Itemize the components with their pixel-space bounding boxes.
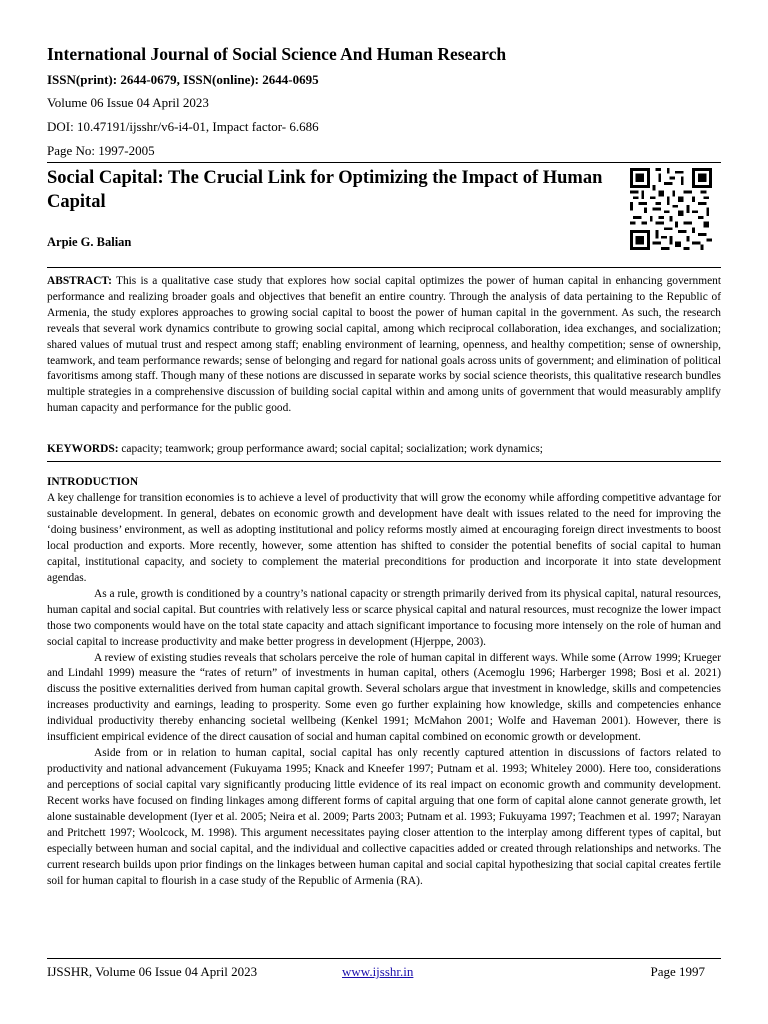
keywords-divider <box>47 461 721 462</box>
qr-code-icon <box>627 168 715 250</box>
header-divider <box>47 162 721 163</box>
footer-website-link[interactable]: www.ijsshr.in <box>342 964 414 979</box>
abstract-text: This is a qualitative case study that explores how social capital optimizes the power of human capital in enhancing government performance and realizing broader goals and objectives that benefit an entire country. Through the analysis of data pertaining to the Republic of Armenia, the study explores approaches to growing social capital to boost the power of human capital in the government. As such, the research reveals that several work dynamics contribute to growing social capital, among which reciprocal collaboration, idea exchanges, and socialization; shared values of mutual trust and respect among staff; enabling environment of learning, openness, and healthy competition; sense of ownership, teamwork, and team performance rewards; sense of belonging and regard for national goals across units of government; and elimination of political favoritisms among staff. Though many of these notions are discussed in separate works by social science theorists, this qualitative research bundles multiple strategies in a comprehensive discussion of building social capital within and among units of government that would measurably amplify human capacity and performance for the public good. <box>47 275 721 415</box>
abstract-top-divider <box>47 267 721 268</box>
intro-paragraph: Aside from or in relation to human capital, social capital has only recently captured attention in discussions of factors related to productivity and national advancement (Fukuyama 1995; Knack and Kneefer 1997; Putnam et al. 1993; Whiteley 2000). Here too, considerations and perceptions of social capital vary significantly producing little evidence of its real impact on economic growth and community development. Recent works have focused on finding linkages among different forms of capital arguing that one form of capital alone cannot generate growth, let alone sustainable development (Iyer et al. 2005; Neira et al. 2009; Parts 2003; Putnam et al. 1993; Fukuyama 1997; Teachmen et al. 1997; Narayan and Pritchett 1997; Woolcock, M. 1998). This argument necessitates paying closer attention to the interplay among different types of capital, but especially between human and social capital, and the individual and collective capacities added or created through relationships and networks. The current research builds upon prior findings on the linkages between human capital and social capital hypothesizing that social capital creates fertile soil for human capital to flourish in a case study of the Republic of Armenia (RA). <box>47 747 721 887</box>
footer-divider <box>47 958 721 959</box>
introduction-heading: INTRODUCTION <box>47 476 139 488</box>
paper-title: Social Capital: The Crucial Link for Optimizing the Impact of Human Capital <box>47 168 603 212</box>
keywords-label: KEYWORDS: <box>47 443 119 455</box>
journal-title: International Journal of Social Science And Human Research <box>47 44 507 64</box>
intro-paragraph: As a rule, growth is conditioned by a country’s national capacity or strength primarily derived from its physical capital, natural resources, human capital and social capital. But countries with relatively less or scarce physical capital and natural resources, must recognize the lower impact those two components would have on the total state capacity and attach significant importance to focusing more intensely on the role of human and social capital to increase productivity and make better progress in development (Hjerppe, 2003). <box>47 587 721 648</box>
abstract-label: ABSTRACT: <box>47 275 112 287</box>
volume-line: Volume 06 Issue 04 April 2023 <box>47 95 209 110</box>
doi-line: DOI: 10.47191/ijsshr/v6-i4-01, Impact factor- 6.686 <box>47 119 319 134</box>
abstract <box>47 274 721 417</box>
issn-line: ISSN(print): 2644-0679, ISSN(online): 2644-0695 <box>47 72 319 87</box>
author-name: Arpie G. Balian <box>47 235 132 249</box>
keywords <box>47 442 721 457</box>
introduction-body <box>47 491 721 890</box>
footer-page-number: Page 1997 <box>650 964 705 979</box>
intro-paragraph: A review of existing studies reveals that scholars perceive the role of human capital in different ways. While some (Arrow 1999; Krueger and Lindahl 1999) measure the “rates of return” of investments in human capital, others (Acemoglu 1996; Harberger 1998; Bosi et al. 2021) discuss the positive externalities derived from human capital growth. Several scholars argue that investment in knowledge, skills and competencies increases productivity and earnings, leading to prosperity. Some even go further explaining how knowledge, skills and competencies enhance individual productivity thereby enhancing societal wellbeing (Kenkel 1991; McMahon 2001; Wolfe and Haveman 2001). However, there is insufficient empirical evidence of the direct causation of social and human capital combined on economic growth or development. <box>47 651 721 744</box>
intro-paragraph: A key challenge for transition economies is to achieve a level of productivity that will grow the economy while affording competitive advantage for sustainable development. In general, debates on economic growth and development have dealt with issues related to the need for improving the ‘doing business’ environment, as well as adopting institutional and policy reforms mostly aimed at encouraging foreign direct investments to boost local production and exports. More recently, however, some attention has shifted to consider the potential benefits of social capital to human capital, institutional capacity, and society to complement the material preconditions for production and incorporate it into state development agendas. <box>47 492 721 584</box>
footer-journal-info: IJSSHR, Volume 06 Issue 04 April 2023 <box>47 964 258 979</box>
page-range: Page No: 1997-2005 <box>47 143 155 158</box>
keywords-text: capacity; teamwork; group performance award; social capital; socialization; work dynamics; <box>118 443 543 455</box>
